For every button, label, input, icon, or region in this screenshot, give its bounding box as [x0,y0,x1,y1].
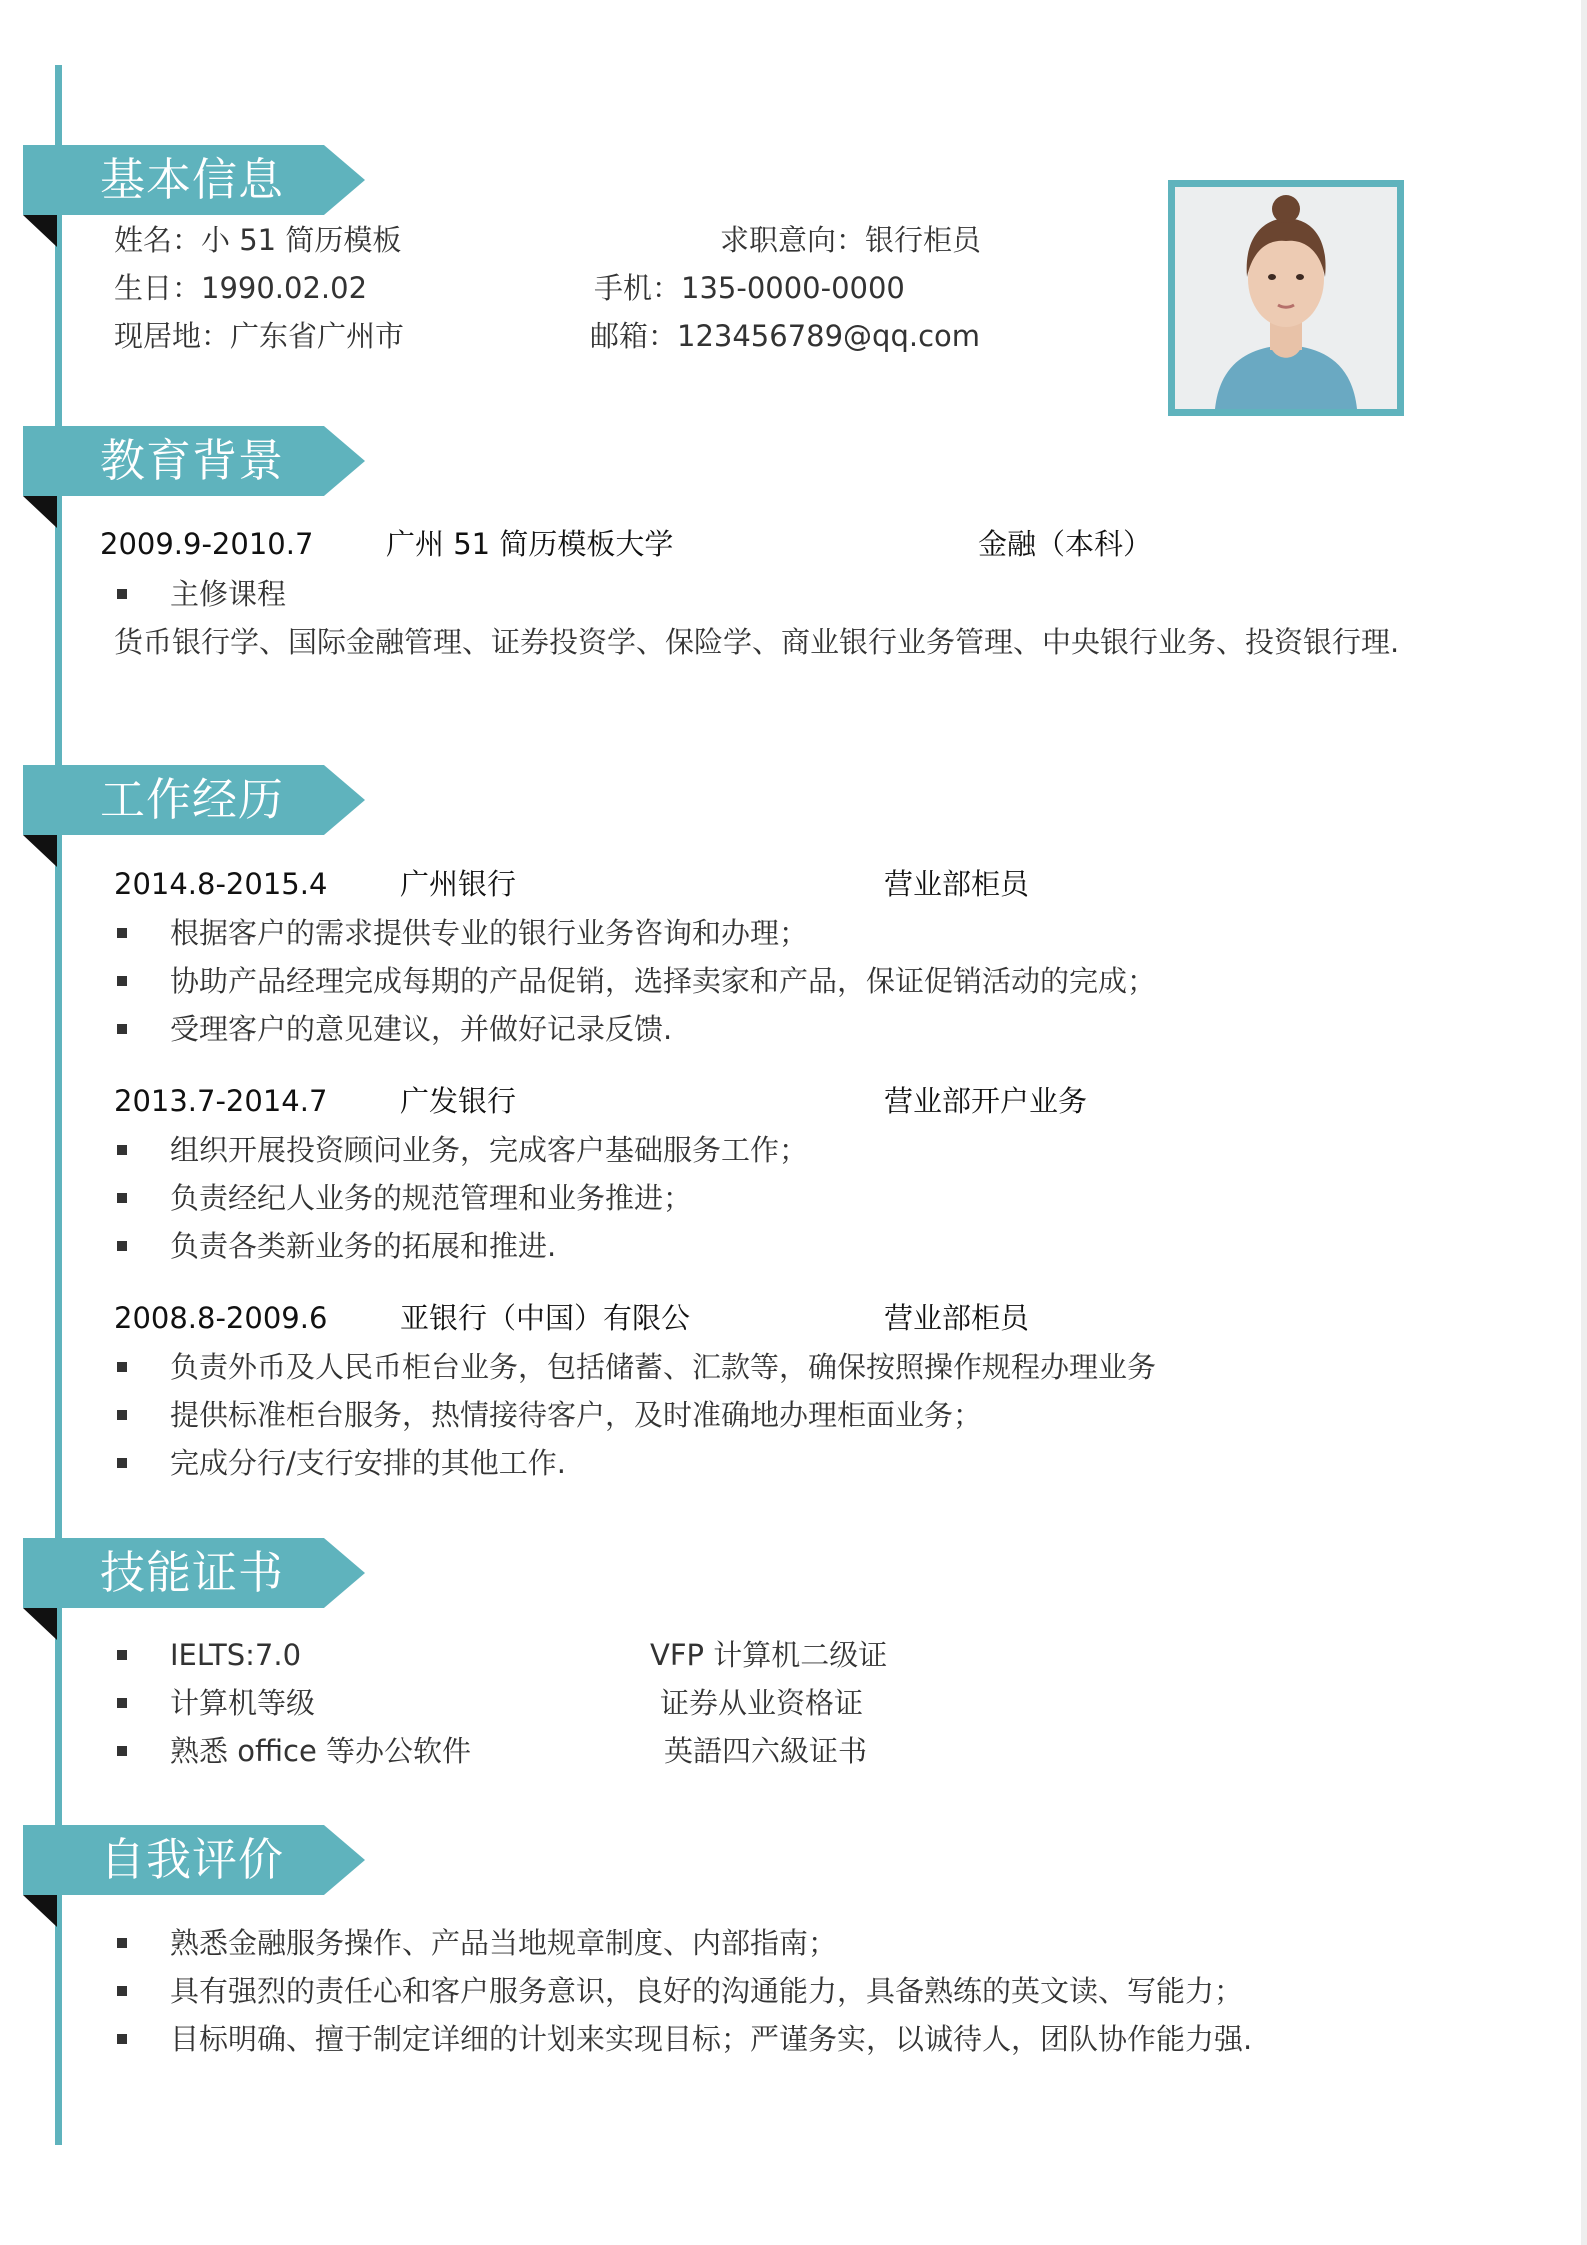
bullet-icon [117,1024,127,1034]
job-position: 营业部柜员 [884,867,1030,901]
self-eval-item: 熟悉金融服务操作、产品当地规章制度、内部指南； [170,1926,838,1960]
job-duty: 协助产品经理完成每期的产品促销，选择卖家和产品，保证促销活动的完成； [170,964,1157,998]
job-position: 营业部开户业务 [884,1084,1088,1118]
section-header-skills [23,1538,365,1608]
banner-fold [23,835,57,867]
certificate-item: 英語四六級证书 [664,1734,868,1768]
banner-fold [23,1608,57,1640]
self-eval-item: 具有强烈的责任心和客户服务意识，良好的沟通能力，具备熟练的英文读、写能力； [170,1974,1244,2008]
job-duty: 负责各类新业务的拓展和推进. [170,1229,557,1263]
residence-field: 现居地：广东省广州市 [114,319,405,353]
banner-fold [23,1895,57,1927]
bullet-icon [117,1986,127,1996]
name-field: 姓名：小 51 简历模板 [114,223,402,257]
section-header-education [23,426,365,496]
job-company: 广州银行 [400,867,517,901]
self-eval-item: 目标明确、擅于制定详细的计划来实现目标；严谨务实，以诚待人，团队协作能力强. [170,2022,1253,2056]
bullet-icon [117,589,127,599]
job-company: 广发银行 [400,1084,517,1118]
certificate-item: 证券从业资格证 [660,1686,864,1720]
section-header-work [23,765,365,835]
section-title-education: 教育背景 [100,434,285,487]
skill-item: IELTS:7.0 [170,1638,302,1672]
job-period: 2008.8-2009.6 [114,1301,328,1335]
bullet-icon [117,1362,127,1372]
bullet-icon [117,1410,127,1420]
section-header-self [23,1825,365,1895]
banner-fold [23,496,57,528]
email-field: 邮箱：123456789@qq.com [590,319,981,353]
job-duty: 负责外币及人民币柜台业务，包括储蓄、汇款等，确保按照操作规程办理业务 [170,1350,1157,1384]
edu-school: 广州 51 简历模板大学 [386,527,674,561]
bullet-icon [117,1241,127,1251]
job-period: 2014.8-2015.4 [114,867,328,901]
section-title-self: 自我评价 [100,1833,285,1886]
section-title-work: 工作经历 [100,773,285,826]
bullet-icon [117,1145,127,1155]
bullet-icon [117,1458,127,1468]
courses-label: 主修课程 [170,577,287,611]
job-position: 营业部柜员 [884,1301,1030,1335]
bullet-icon [117,928,127,938]
job-duty: 受理客户的意见建议，并做好记录反馈. [170,1012,673,1046]
certificate-item: VFP 计算机二级证 [650,1638,888,1672]
job-duty: 根据客户的需求提供专业的银行业务咨询和办理； [170,916,809,950]
job-duty: 组织开展投资顾问业务，完成客户基础服务工作； [170,1133,809,1167]
portrait-illustration [1175,187,1397,409]
skill-item: 熟悉 office 等办公软件 [170,1734,472,1768]
profile-photo [1168,180,1404,416]
page-edge [1581,0,1587,2245]
phone-field: 手机：135-0000-0000 [594,271,905,305]
job-duty: 提供标准柜台服务，热情接待客户，及时准确地办理柜面业务； [170,1398,983,1432]
section-header-basic [23,145,365,215]
edu-major: 金融（本科） [978,527,1153,561]
job-duty: 负责经纪人业务的规范管理和业务推进； [170,1181,693,1215]
job-duty: 完成分行/支行安排的其他工作. [170,1446,566,1480]
birthday-field: 生日：1990.02.02 [114,271,368,305]
bullet-icon [117,1193,127,1203]
bullet-icon [117,1938,127,1948]
courses-list: 货币银行学、国际金融管理、证券投资学、保险学、商业银行业务管理、中央银行业务、投资银行理. [114,625,1400,659]
bullet-icon [117,1746,127,1756]
job-company: 亚银行（中国）有限公 [400,1301,691,1335]
bullet-icon [117,2034,127,2044]
bullet-icon [117,976,127,986]
job-period: 2013.7-2014.7 [114,1084,328,1118]
section-title-skills: 技能证书 [100,1546,285,1599]
intention-field: 求职意向：银行柜员 [720,223,982,257]
edu-period: 2009.9-2010.7 [100,527,314,561]
banner-fold [23,215,57,247]
section-title-basic: 基本信息 [100,153,285,206]
skill-item: 计算机等级 [170,1686,316,1720]
bullet-icon [117,1698,127,1708]
bullet-icon [117,1650,127,1660]
